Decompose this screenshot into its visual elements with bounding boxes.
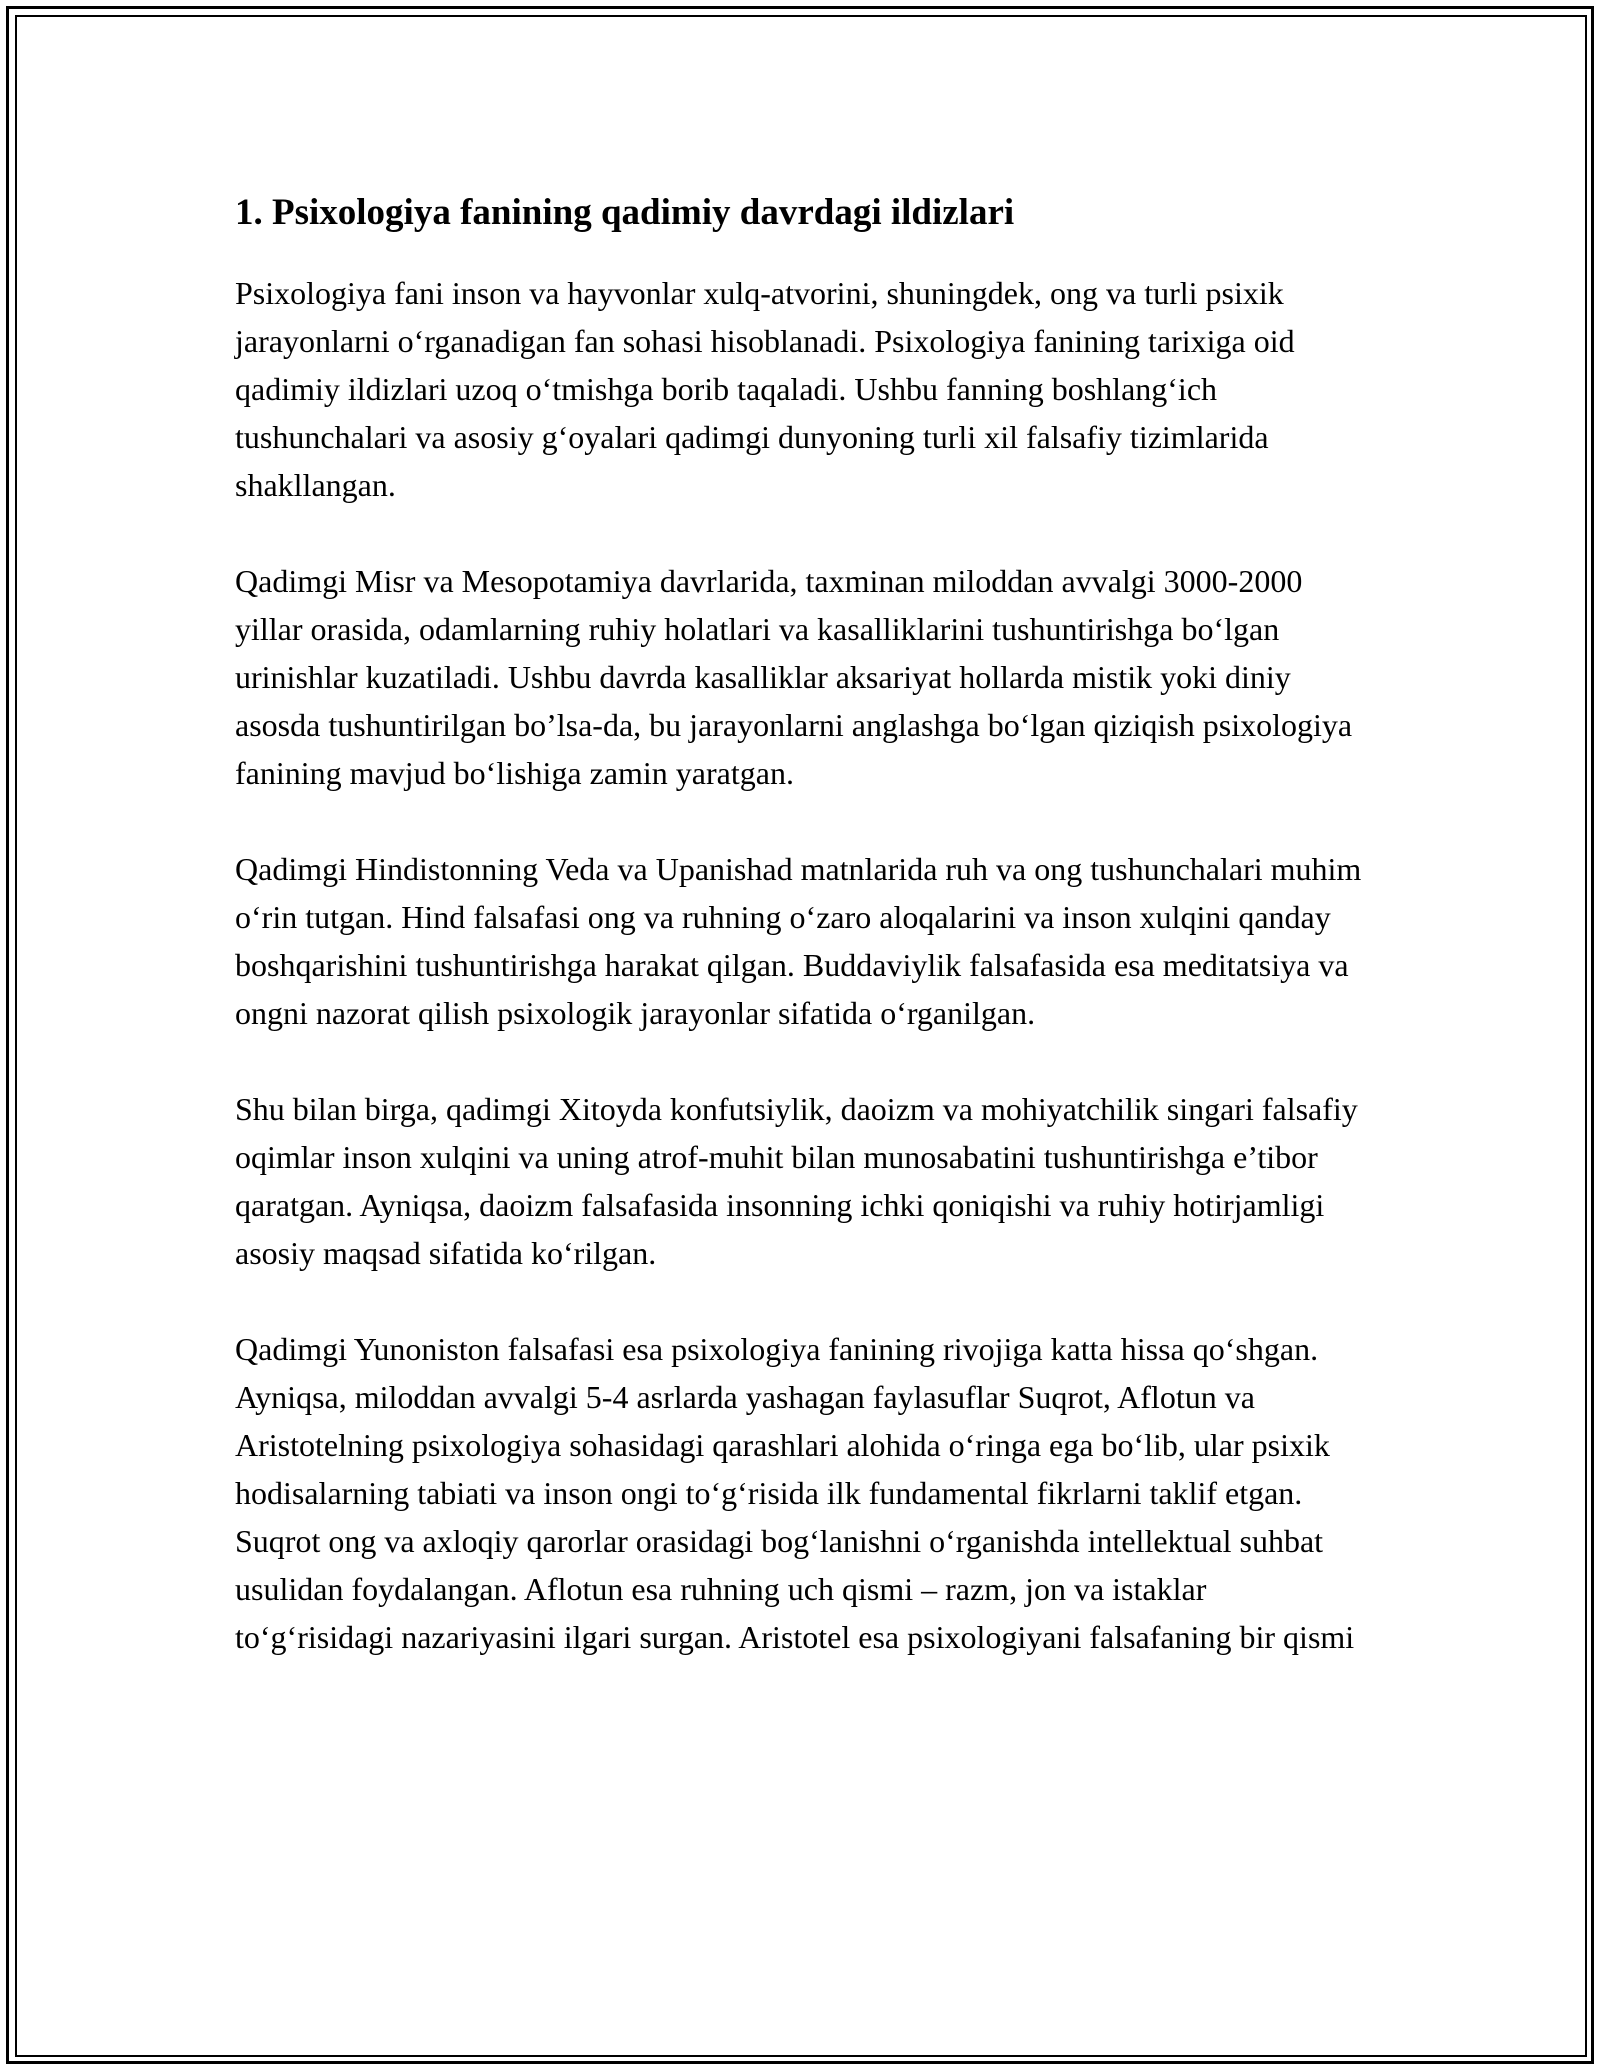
paragraph-greece: Qadimgi Yunoniston falsafasi esa psixologiya fanining rivojiga katta hissa qo‘shgan. Ayniqsa, miloddan avvalgi 5-4 asrlarda yashagan faylasuflar Suqrot, Aflotun va Aristotelning psixologiya sohasidagi qarashlari alohida o‘ringa ega bo‘lib, ular psixik hodisalarning tabiati va inson ongi to‘g‘risida ilk fundamental fikrlarni taklif etgan. Suqrot ong va axloqiy qarorlar orasidagi bog‘lanishni o‘rganishda intellektual suhbat usulidan foydalangan. Aflotun esa ruhning uch qismi – razm, jon va istaklar to‘g‘risidagi nazariyasini ilgari surgan. Aristotel esa psixologiyani falsafaning bir qismi [235,1331,1355,1655]
paragraph-india: Qadimgi Hindistonning Veda va Upanishad matnlarida ruh va ong tushunchalari muhim o‘rin tutgan. Hind falsafasi ong va ruhning o‘zaro aloqalarini va inson xulqini qanday boshqarishini tushuntirishga harakat qilgan. Buddaviylik falsafasida esa meditatsiya va ongni nazorat qilish psixologik jarayonlar sifatida o‘rganilgan. [235,851,1362,1031]
paragraph-egypt-mesopotamia: Qadimgi Misr va Mesopotamiya davrlarida, taxminan miloddan avvalgi 3000-2000 yillar orasida, odamlarning ruhiy holatlari va kasalliklarini tushuntirishga bo‘lgan urinishlar kuzatiladi. Ushbu davrda kasalliklar aksariyat hollarda mistik yoki diniy asosda tushuntirilgan bo’lsa-da, bu jarayonlarni anglashga bo‘lgan qiziqish psixologiya fanining mavjud bo‘lishiga zamin yaratgan. [235,563,1353,791]
section-heading: 1. Psixologiya fanining qadimiy davrdagi ildizlari [235,192,1015,233]
paragraph-china: Shu bilan birga, qadimgi Xitoyda konfutsiylik, daoizm va mohiyatchilik singari falsafiy oqimlar inson xulqini va uning atrof-muhit bilan munosabatini tushuntirishga e’tibor qaratgan. Ayniqsa, daoizm falsafasida insonning ichki qoniqishi va ruhiy hotirjamligi asosiy maqsad sifatida ko‘rilgan. [235,1091,1358,1271]
paragraph-intro: Psixologiya fani inson va hayvonlar xulq-atvorini, shuningdek, ong va turli psixik jarayonlarni o‘rganadigan fan sohasi hisoblanadi. Psixologiya fanining tarixiga oid qadimiy ildizlari uzoq o‘tmishga borib taqaladi. Ushbu fanning boshlang‘ich tushunchalari va asosiy g‘oyalari qadimgi dunyoning turli xil falsafiy tizimlarida shakllangan. [235,275,1295,503]
document-body [235,185,1370,1709]
